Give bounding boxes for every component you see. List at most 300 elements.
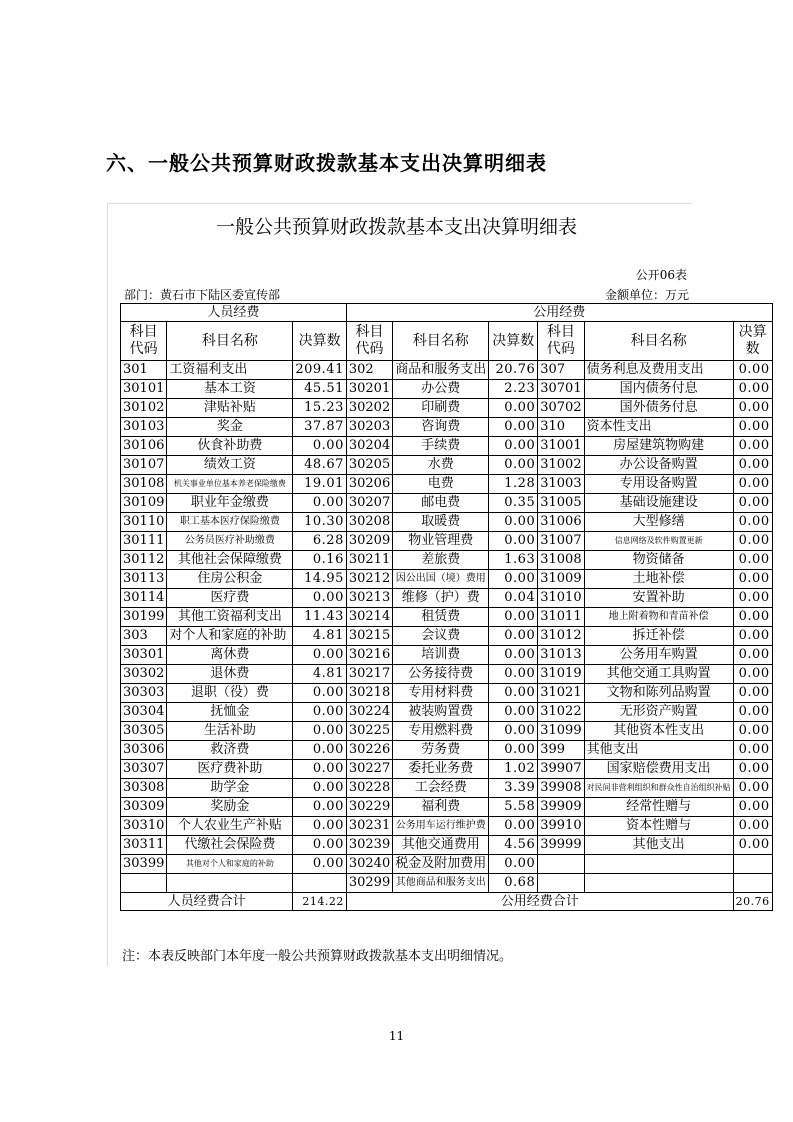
item-name-1: 工资福利支出 <box>167 361 293 380</box>
table-row <box>121 798 773 817</box>
table-row <box>121 608 773 627</box>
item-code-3 <box>538 855 584 874</box>
item-amount-1: 14.95 <box>293 570 347 589</box>
group-personnel-header: 人员经费 <box>121 304 347 322</box>
item-amount-2: 0.00 <box>489 513 538 532</box>
table-row <box>121 779 773 798</box>
item-name-3: 债务利息及费用支出 <box>584 361 733 380</box>
item-amount-2: 0.00 <box>489 570 538 589</box>
item-name-2: 其他商品和服务支出 <box>393 874 489 893</box>
item-amount-3: 0.00 <box>733 418 772 437</box>
item-amount-2: 1.28 <box>489 475 538 494</box>
table-row <box>121 570 773 589</box>
item-name-2: 公务用车运行维护费 <box>393 817 489 836</box>
item-amount-2: 1.02 <box>489 760 538 779</box>
item-code-3: 31022 <box>538 703 584 722</box>
item-amount-1: 0.00 <box>293 855 347 874</box>
item-name-3: 其他支出 <box>584 836 733 855</box>
item-name-1: 津贴补贴 <box>167 399 293 418</box>
item-amount-2: 5.58 <box>489 798 538 817</box>
item-code-2: 30239 <box>346 836 392 855</box>
item-code-3: 39907 <box>538 760 584 779</box>
table-row <box>121 855 773 874</box>
item-name-2: 差旅费 <box>393 551 489 570</box>
item-code-3: 31006 <box>538 513 584 532</box>
item-amount-1: 0.00 <box>293 798 347 817</box>
item-name-1: 抚恤金 <box>167 703 293 722</box>
item-name-1: 伙食补助费 <box>167 437 293 456</box>
item-name-2: 专用燃料费 <box>393 722 489 741</box>
header-code-1: 科目代码 <box>121 322 167 361</box>
item-code-1: 30110 <box>121 513 167 532</box>
group-public-header: 公用经费 <box>346 304 772 322</box>
item-code-2: 30207 <box>346 494 392 513</box>
item-amount-3: 0.00 <box>733 836 772 855</box>
item-code-3: 31007 <box>538 532 584 551</box>
item-name-1: 个人农业生产补贴 <box>167 817 293 836</box>
item-name-3: 地上附着物和青苗补偿 <box>584 608 733 627</box>
item-amount-2: 2.23 <box>489 380 538 399</box>
item-amount-2: 0.00 <box>489 722 538 741</box>
item-name-3: 对民间非营利组织和群众性自治组织补贴 <box>584 779 733 798</box>
item-code-3: 310 <box>538 418 584 437</box>
item-name-2: 工会经费 <box>393 779 489 798</box>
item-code-3: 31099 <box>538 722 584 741</box>
item-amount-2: 0.68 <box>489 874 538 893</box>
item-code-3: 39908 <box>538 779 584 798</box>
item-name-3: 其他交通工具购置 <box>584 665 733 684</box>
item-code-1: 30310 <box>121 817 167 836</box>
item-code-2: 30225 <box>346 722 392 741</box>
item-name-3: 资本性赠与 <box>584 817 733 836</box>
item-amount-3: 0.00 <box>733 798 772 817</box>
item-name-2: 取暖费 <box>393 513 489 532</box>
item-name-2: 物业管理费 <box>393 532 489 551</box>
item-amount-1: 45.51 <box>293 380 347 399</box>
item-code-2: 30214 <box>346 608 392 627</box>
item-code-2: 30224 <box>346 703 392 722</box>
item-name-1: 其他社会保障缴费 <box>167 551 293 570</box>
item-code-1: 301 <box>121 361 167 380</box>
item-name-1: 职工基本医疗保险缴费 <box>167 513 293 532</box>
table-row <box>121 836 773 855</box>
item-name-1: 绩效工资 <box>167 456 293 475</box>
item-name-1: 医疗费补助 <box>167 760 293 779</box>
item-code-2: 30229 <box>346 798 392 817</box>
table-row <box>121 380 773 399</box>
item-amount-2: 0.00 <box>489 418 538 437</box>
unit-label: 金额单位：万元 <box>604 288 689 302</box>
item-amount-1: 10.30 <box>293 513 347 532</box>
item-name-1: 其他对个人和家庭的补助 <box>167 855 293 874</box>
item-name-3: 其他支出 <box>584 741 733 760</box>
header-name-3: 科目名称 <box>584 322 733 361</box>
header-name-2: 科目名称 <box>393 322 489 361</box>
header-amount-2: 决算数 <box>489 322 538 361</box>
item-code-3: 31003 <box>538 475 584 494</box>
item-amount-2: 0.00 <box>489 646 538 665</box>
item-amount-1: 19.01 <box>293 475 347 494</box>
item-code-2: 302 <box>346 361 392 380</box>
item-amount-3: 0.00 <box>733 817 772 836</box>
item-code-3: 39999 <box>538 836 584 855</box>
item-name-3: 房屋建筑物购建 <box>584 437 733 456</box>
item-code-1: 30109 <box>121 494 167 513</box>
item-amount-3: 0.00 <box>733 589 772 608</box>
item-amount-3: 0.00 <box>733 760 772 779</box>
header-code-2: 科目代码 <box>346 322 392 361</box>
item-name-2: 租赁费 <box>393 608 489 627</box>
public-total-label: 公用经费合计 <box>346 893 733 911</box>
item-amount-3: 0.00 <box>733 380 772 399</box>
item-amount-3: 0.00 <box>733 456 772 475</box>
item-amount-2: 0.00 <box>489 684 538 703</box>
item-code-3: 30702 <box>538 399 584 418</box>
item-code-2: 30212 <box>346 570 392 589</box>
item-code-1: 303 <box>121 627 167 646</box>
item-amount-3: 0.00 <box>733 608 772 627</box>
item-amount-2: 3.39 <box>489 779 538 798</box>
table-row <box>121 741 773 760</box>
item-code-1: 30311 <box>121 836 167 855</box>
item-name-2: 劳务费 <box>393 741 489 760</box>
department-label: 部门：黄石市下陆区委宣传部 <box>124 288 281 302</box>
item-amount-1: 0.00 <box>293 437 347 456</box>
item-amount-3 <box>733 855 772 874</box>
item-amount-1: 0.00 <box>293 589 347 608</box>
item-name-2: 手续费 <box>393 437 489 456</box>
item-name-3 <box>584 874 733 893</box>
table-row <box>121 475 773 494</box>
item-code-2: 30240 <box>346 855 392 874</box>
item-amount-3: 0.00 <box>733 779 772 798</box>
item-name-2: 因公出国（境）费用 <box>393 570 489 589</box>
item-amount-2: 0.00 <box>489 627 538 646</box>
item-name-3: 国外债务付息 <box>584 399 733 418</box>
item-name-2: 专用材料费 <box>393 684 489 703</box>
item-amount-1: 48.67 <box>293 456 347 475</box>
item-code-3: 31011 <box>538 608 584 627</box>
table-row <box>121 722 773 741</box>
item-name-3: 经常性赠与 <box>584 798 733 817</box>
item-code-3: 31013 <box>538 646 584 665</box>
item-amount-2: 1.63 <box>489 551 538 570</box>
item-amount-3: 0.00 <box>733 399 772 418</box>
item-amount-3: 0.00 <box>733 741 772 760</box>
item-name-3: 基础设施建设 <box>584 494 733 513</box>
item-amount-1: 0.00 <box>293 760 347 779</box>
item-code-2: 30204 <box>346 437 392 456</box>
item-amount-3: 0.00 <box>733 532 772 551</box>
item-amount-3: 0.00 <box>733 437 772 456</box>
item-amount-3: 0.00 <box>733 646 772 665</box>
table-row <box>121 684 773 703</box>
item-name-2: 被装购置费 <box>393 703 489 722</box>
table-row <box>121 494 773 513</box>
item-amount-1: 0.00 <box>293 684 347 703</box>
item-code-3: 30701 <box>538 380 584 399</box>
item-code-1 <box>121 874 167 893</box>
item-amount-3: 0.00 <box>733 494 772 513</box>
item-name-3: 安置补助 <box>584 589 733 608</box>
item-amount-1 <box>293 874 347 893</box>
item-code-1: 30302 <box>121 665 167 684</box>
table-row <box>121 513 773 532</box>
item-code-1: 30307 <box>121 760 167 779</box>
item-code-3: 399 <box>538 741 584 760</box>
item-name-1: 公务员医疗补助缴费 <box>167 532 293 551</box>
totals-row <box>121 893 773 911</box>
item-name-2: 印刷费 <box>393 399 489 418</box>
table-row <box>121 399 773 418</box>
item-amount-2: 20.76 <box>489 361 538 380</box>
item-name-1: 助学金 <box>167 779 293 798</box>
item-name-1: 奖励金 <box>167 798 293 817</box>
personnel-total-amount: 214.22 <box>293 893 347 911</box>
item-amount-1: 0.00 <box>293 703 347 722</box>
section-heading: 六、一般公共预算财政拨款基本支出决算明细表 <box>106 151 547 175</box>
item-amount-2: 0.00 <box>489 741 538 760</box>
item-amount-1: 0.00 <box>293 741 347 760</box>
item-name-2: 税金及附加费用 <box>393 855 489 874</box>
item-name-2: 培训费 <box>393 646 489 665</box>
item-name-3: 其他资本性支出 <box>584 722 733 741</box>
group-header-row <box>121 304 773 322</box>
item-code-2: 30203 <box>346 418 392 437</box>
item-name-1: 其他工资福利支出 <box>167 608 293 627</box>
item-amount-3: 0.00 <box>733 551 772 570</box>
item-code-1: 30102 <box>121 399 167 418</box>
item-code-3: 31002 <box>538 456 584 475</box>
item-name-2: 水费 <box>393 456 489 475</box>
item-amount-1: 37.87 <box>293 418 347 437</box>
item-code-3: 31012 <box>538 627 584 646</box>
item-code-2: 30227 <box>346 760 392 779</box>
item-name-3: 物资储备 <box>584 551 733 570</box>
table-row <box>121 760 773 779</box>
item-code-1: 30399 <box>121 855 167 874</box>
header-amount-3: 决算数 <box>733 322 772 361</box>
item-code-1: 30301 <box>121 646 167 665</box>
item-amount-2: 0.00 <box>489 817 538 836</box>
item-code-1: 30309 <box>121 798 167 817</box>
item-name-2: 公务接待费 <box>393 665 489 684</box>
item-name-3: 资本性支出 <box>584 418 733 437</box>
item-code-2: 30201 <box>346 380 392 399</box>
item-name-1: 退休费 <box>167 665 293 684</box>
column-header-row <box>121 322 773 361</box>
item-amount-2: 0.00 <box>489 532 538 551</box>
table-row <box>121 456 773 475</box>
item-code-1: 30112 <box>121 551 167 570</box>
item-amount-1: 0.00 <box>293 646 347 665</box>
item-name-1: 医疗费 <box>167 589 293 608</box>
table-row <box>121 551 773 570</box>
table-row <box>121 703 773 722</box>
item-amount-2: 0.00 <box>489 703 538 722</box>
item-name-2: 福利费 <box>393 798 489 817</box>
item-code-2: 30218 <box>346 684 392 703</box>
personnel-total-label: 人员经费合计 <box>121 893 293 911</box>
item-name-2: 办公费 <box>393 380 489 399</box>
item-name-1: 职业年金缴费 <box>167 494 293 513</box>
item-code-2: 30231 <box>346 817 392 836</box>
header-code-3: 科目代码 <box>538 322 584 361</box>
table-row <box>121 627 773 646</box>
table-title: 一般公共预算财政拨款基本支出决算明细表 <box>215 216 577 238</box>
item-amount-3: 0.00 <box>733 722 772 741</box>
item-code-3 <box>538 874 584 893</box>
item-code-3: 31005 <box>538 494 584 513</box>
item-code-1: 30306 <box>121 741 167 760</box>
item-amount-2: 0.00 <box>489 399 538 418</box>
item-amount-1: 0.00 <box>293 817 347 836</box>
form-code: 公开06表 <box>635 268 687 282</box>
item-amount-3: 0.00 <box>733 513 772 532</box>
item-code-2: 30208 <box>346 513 392 532</box>
item-name-3: 拆迁补偿 <box>584 627 733 646</box>
item-name-1: 基本工资 <box>167 380 293 399</box>
item-name-3: 办公设备购置 <box>584 456 733 475</box>
item-code-3: 31009 <box>538 570 584 589</box>
table-row <box>121 665 773 684</box>
item-code-1: 30199 <box>121 608 167 627</box>
item-name-3: 土地补偿 <box>584 570 733 589</box>
item-amount-2: 0.00 <box>489 665 538 684</box>
header-name-1: 科目名称 <box>167 322 293 361</box>
item-name-3: 大型修缮 <box>584 513 733 532</box>
item-name-1: 对个人和家庭的补助 <box>167 627 293 646</box>
table-note: 注：本表反映部门本年度一般公共预算财政拨款基本支出明细情况。 <box>122 949 513 964</box>
item-amount-1: 0.00 <box>293 722 347 741</box>
item-amount-2: 0.00 <box>489 608 538 627</box>
item-amount-3: 0.00 <box>733 627 772 646</box>
item-name-1: 退职（役）费 <box>167 684 293 703</box>
item-name-3: 文物和陈列品购置 <box>584 684 733 703</box>
item-amount-3: 0.00 <box>733 665 772 684</box>
item-name-2: 电费 <box>393 475 489 494</box>
item-code-3: 31010 <box>538 589 584 608</box>
item-code-3: 39910 <box>538 817 584 836</box>
item-name-1: 救济费 <box>167 741 293 760</box>
item-code-1: 30111 <box>121 532 167 551</box>
item-name-2: 其他交通费用 <box>393 836 489 855</box>
item-code-1: 30303 <box>121 684 167 703</box>
item-amount-2: 0.00 <box>489 855 538 874</box>
item-amount-1: 0.16 <box>293 551 347 570</box>
table-row <box>121 437 773 456</box>
item-name-3: 国内债务付息 <box>584 380 733 399</box>
item-code-3: 31008 <box>538 551 584 570</box>
item-name-1 <box>167 874 293 893</box>
item-code-2: 30228 <box>346 779 392 798</box>
item-code-2: 30216 <box>346 646 392 665</box>
item-name-1: 机关事业单位基本养老保险缴费 <box>167 475 293 494</box>
item-code-3: 307 <box>538 361 584 380</box>
item-code-1: 30113 <box>121 570 167 589</box>
table-row <box>121 532 773 551</box>
item-amount-1: 11.43 <box>293 608 347 627</box>
item-code-1: 30308 <box>121 779 167 798</box>
item-name-3 <box>584 855 733 874</box>
table-row <box>121 589 773 608</box>
table-row <box>121 874 773 893</box>
item-code-3: 31021 <box>538 684 584 703</box>
item-name-2: 商品和服务支出 <box>393 361 489 380</box>
item-name-3: 无形资产购置 <box>584 703 733 722</box>
item-name-3: 国家赔偿费用支出 <box>584 760 733 779</box>
item-amount-3: 0.00 <box>733 361 772 380</box>
table-row <box>121 361 773 380</box>
item-code-2: 30209 <box>346 532 392 551</box>
item-name-1: 住房公积金 <box>167 570 293 589</box>
item-code-1: 30304 <box>121 703 167 722</box>
expenditure-table <box>120 303 773 911</box>
item-amount-2: 0.35 <box>489 494 538 513</box>
page-number: 11 <box>388 1029 405 1043</box>
item-code-2: 30206 <box>346 475 392 494</box>
item-amount-1: 4.81 <box>293 627 347 646</box>
item-name-3: 信息网络及软件购置更新 <box>584 532 733 551</box>
item-name-2: 维修（护）费 <box>393 589 489 608</box>
table-row <box>121 817 773 836</box>
item-name-3: 专用设备购置 <box>584 475 733 494</box>
item-code-1: 30108 <box>121 475 167 494</box>
item-amount-3: 0.00 <box>733 475 772 494</box>
item-name-3: 公务用车购置 <box>584 646 733 665</box>
item-name-2: 会议费 <box>393 627 489 646</box>
item-amount-1: 4.81 <box>293 665 347 684</box>
item-code-1: 30103 <box>121 418 167 437</box>
item-amount-3: 0.00 <box>733 703 772 722</box>
item-amount-2: 4.56 <box>489 836 538 855</box>
item-name-2: 邮电费 <box>393 494 489 513</box>
item-name-1: 离休费 <box>167 646 293 665</box>
table-row <box>121 418 773 437</box>
item-amount-1: 209.41 <box>293 361 347 380</box>
item-code-1: 30106 <box>121 437 167 456</box>
item-name-2: 咨询费 <box>393 418 489 437</box>
item-name-1: 生活补助 <box>167 722 293 741</box>
item-code-3: 31001 <box>538 437 584 456</box>
item-amount-1: 0.00 <box>293 779 347 798</box>
item-code-2: 30213 <box>346 589 392 608</box>
item-name-1: 奖金 <box>167 418 293 437</box>
item-amount-2: 0.00 <box>489 437 538 456</box>
item-amount-1: 0.00 <box>293 494 347 513</box>
item-code-2: 30205 <box>346 456 392 475</box>
item-code-1: 30107 <box>121 456 167 475</box>
item-code-1: 30114 <box>121 589 167 608</box>
item-code-2: 30217 <box>346 665 392 684</box>
item-amount-1: 0.00 <box>293 836 347 855</box>
item-code-2: 30226 <box>346 741 392 760</box>
item-amount-2: 0.00 <box>489 456 538 475</box>
item-amount-2: 0.04 <box>489 589 538 608</box>
item-name-1: 代缴社会保险费 <box>167 836 293 855</box>
item-amount-1: 15.23 <box>293 399 347 418</box>
item-code-1: 30101 <box>121 380 167 399</box>
item-name-2: 委托业务费 <box>393 760 489 779</box>
public-total-amount: 20.76 <box>733 893 772 911</box>
item-code-3: 31019 <box>538 665 584 684</box>
item-code-1: 30305 <box>121 722 167 741</box>
item-code-2: 30202 <box>346 399 392 418</box>
item-amount-3 <box>733 874 772 893</box>
table-row <box>121 646 773 665</box>
item-code-2: 30299 <box>346 874 392 893</box>
item-amount-1: 6.28 <box>293 532 347 551</box>
